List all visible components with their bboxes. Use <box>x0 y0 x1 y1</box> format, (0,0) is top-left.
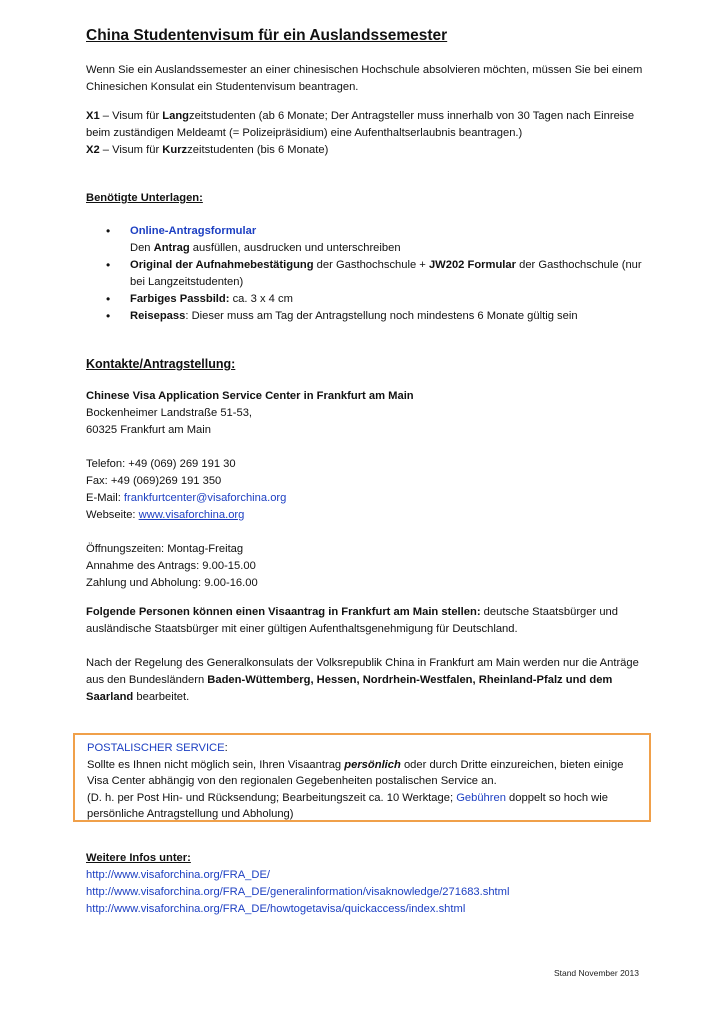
info-link[interactable]: http://www.visaforchina.org/FRA_DE/generalinformation/visaknowledge/271683.shtml <box>86 886 510 898</box>
documents-heading: Benötigte Unterlagen: <box>86 192 203 204</box>
contact-heading: Kontakte/Antragstellung: <box>86 357 236 371</box>
bullet-icon: • <box>106 292 111 306</box>
payment-hours: Zahlung und Abholung: 9.00-16.00 <box>86 577 258 589</box>
online-form-link[interactable]: Online-Antragsformular <box>130 225 257 237</box>
eligible-persons: Folgende Personen können einen Visaantrag in Frankfurt am Main stellen: deutsche Staatsbürger und ausländische Staatsbürger mit einer gültigen Aufenthaltsgenehmigung für Deutschland. <box>86 606 618 635</box>
visa-x2-code: X2 <box>86 144 100 156</box>
website-line: Webseite: www.visaforchina.org <box>86 509 245 521</box>
list-item: • Reisepass: Dieser muss am Tag der Antragstellung noch mindestens 6 Monate gültig sein <box>106 309 578 323</box>
email-line: E-Mail: frankfurtcenter@visaforchina.org <box>86 492 287 504</box>
list-item: • Farbiges Passbild: ca. 3 x 4 cm <box>106 292 293 306</box>
info-link[interactable]: http://www.visaforchina.org/FRA_DE/ <box>86 869 271 881</box>
more-info <box>86 850 665 918</box>
list-item <box>86 223 665 257</box>
postal-heading: POSTALISCHER SERVICE: <box>87 742 228 754</box>
visa-types <box>86 108 665 159</box>
fees-link[interactable]: Gebühren <box>456 791 506 804</box>
intro-line: Wenn Sie ein Auslandssemester an einer chinesischen Hochschule absolvieren möchten, müssen Sie bei einem <box>86 64 643 76</box>
visa-x2: X2 – Visum für Kurzzeitstudenten (bis 6 Monate) <box>86 144 329 156</box>
bullet-icon: • <box>106 224 111 238</box>
info-link[interactable]: http://www.visaforchina.org/FRA_DE/howtogetavisa/quickaccess/index.shtml <box>86 903 466 915</box>
phone: Telefon: +49 (069) 269 191 30 <box>86 458 236 470</box>
bullet-icon: • <box>106 258 111 272</box>
email-link[interactable]: frankfurtcenter@visaforchina.org <box>123 492 287 504</box>
fax: Fax: +49 (069)269 191 350 <box>86 475 222 487</box>
visa-x1-continued: beim zuständigen Meldeamt (= Polizeipräsidium) eine Aufenthaltserlaubnis beantragen.) <box>86 127 523 139</box>
center-name: Chinese Visa Application Service Center in Frankfurt am Main <box>86 390 414 402</box>
intro-line: Chinesichen Konsulat ein Studentenvisum beantragen. <box>86 81 359 93</box>
list-item: • Original der Aufnahmebestätigung der Gasthochschule + JW202 Formular der Gasthochschule (nur bei Langzeitstudenten) <box>106 258 642 288</box>
intro-paragraph <box>86 62 665 96</box>
documents-list <box>86 223 665 325</box>
address-city: 60325 Frankfurt am Main <box>86 424 211 436</box>
visa-x1-code: X1 <box>86 110 100 122</box>
opening-hours: Öffnungszeiten: Montag-Freitag <box>86 543 244 555</box>
address-street: Bockenheimer Landstraße 51-53, <box>86 407 253 419</box>
page-title: China Studentenvisum für ein Auslandssemester <box>86 27 448 44</box>
footer-date: Stand November 2013 <box>553 968 639 978</box>
submission-hours: Annahme des Antrags: 9.00-15.00 <box>86 560 256 572</box>
more-info-heading: Weitere Infos unter: <box>86 852 191 864</box>
bullet-icon: • <box>106 309 111 323</box>
visa-x1: X1 – Visum für Langzeitstudenten (ab 6 Monate; Der Antragsteller muss innerhalb von 30 Tagen nach Einreise <box>86 110 635 122</box>
website-link[interactable]: www.visaforchina.org <box>138 509 245 521</box>
item-subtext: Den Antrag ausfüllen, ausdrucken und unterschreiben <box>130 242 401 254</box>
postal-service-box: POSTALISCHER SERVICE: Sollte es Ihnen nicht möglich sein, Ihren Visaantrag persönlich oder durch Dritte einzureichen, bieten einige Visa Center abhängig von den regionalen Gegebenheiten postalischen Service an. (D. h. per Post Hin- und Rücksendung; Bearbeitungszeit ca. 10 Werktage; Gebühren doppelt so hoch wie persönliche Antragstellung und Abholung) <box>73 733 651 822</box>
contact-block <box>86 388 665 592</box>
consulate-rule: Nach der Regelung des Generalkonsulats der Volksrepublik China in Frankfurt am Main werden nur die Anträge aus den Bundesländern Baden-Wüttemberg, Hessen, Nordrhein-Westfalen, Rheinland-Pfalz und dem Saarland bearbeitet. <box>86 657 639 703</box>
